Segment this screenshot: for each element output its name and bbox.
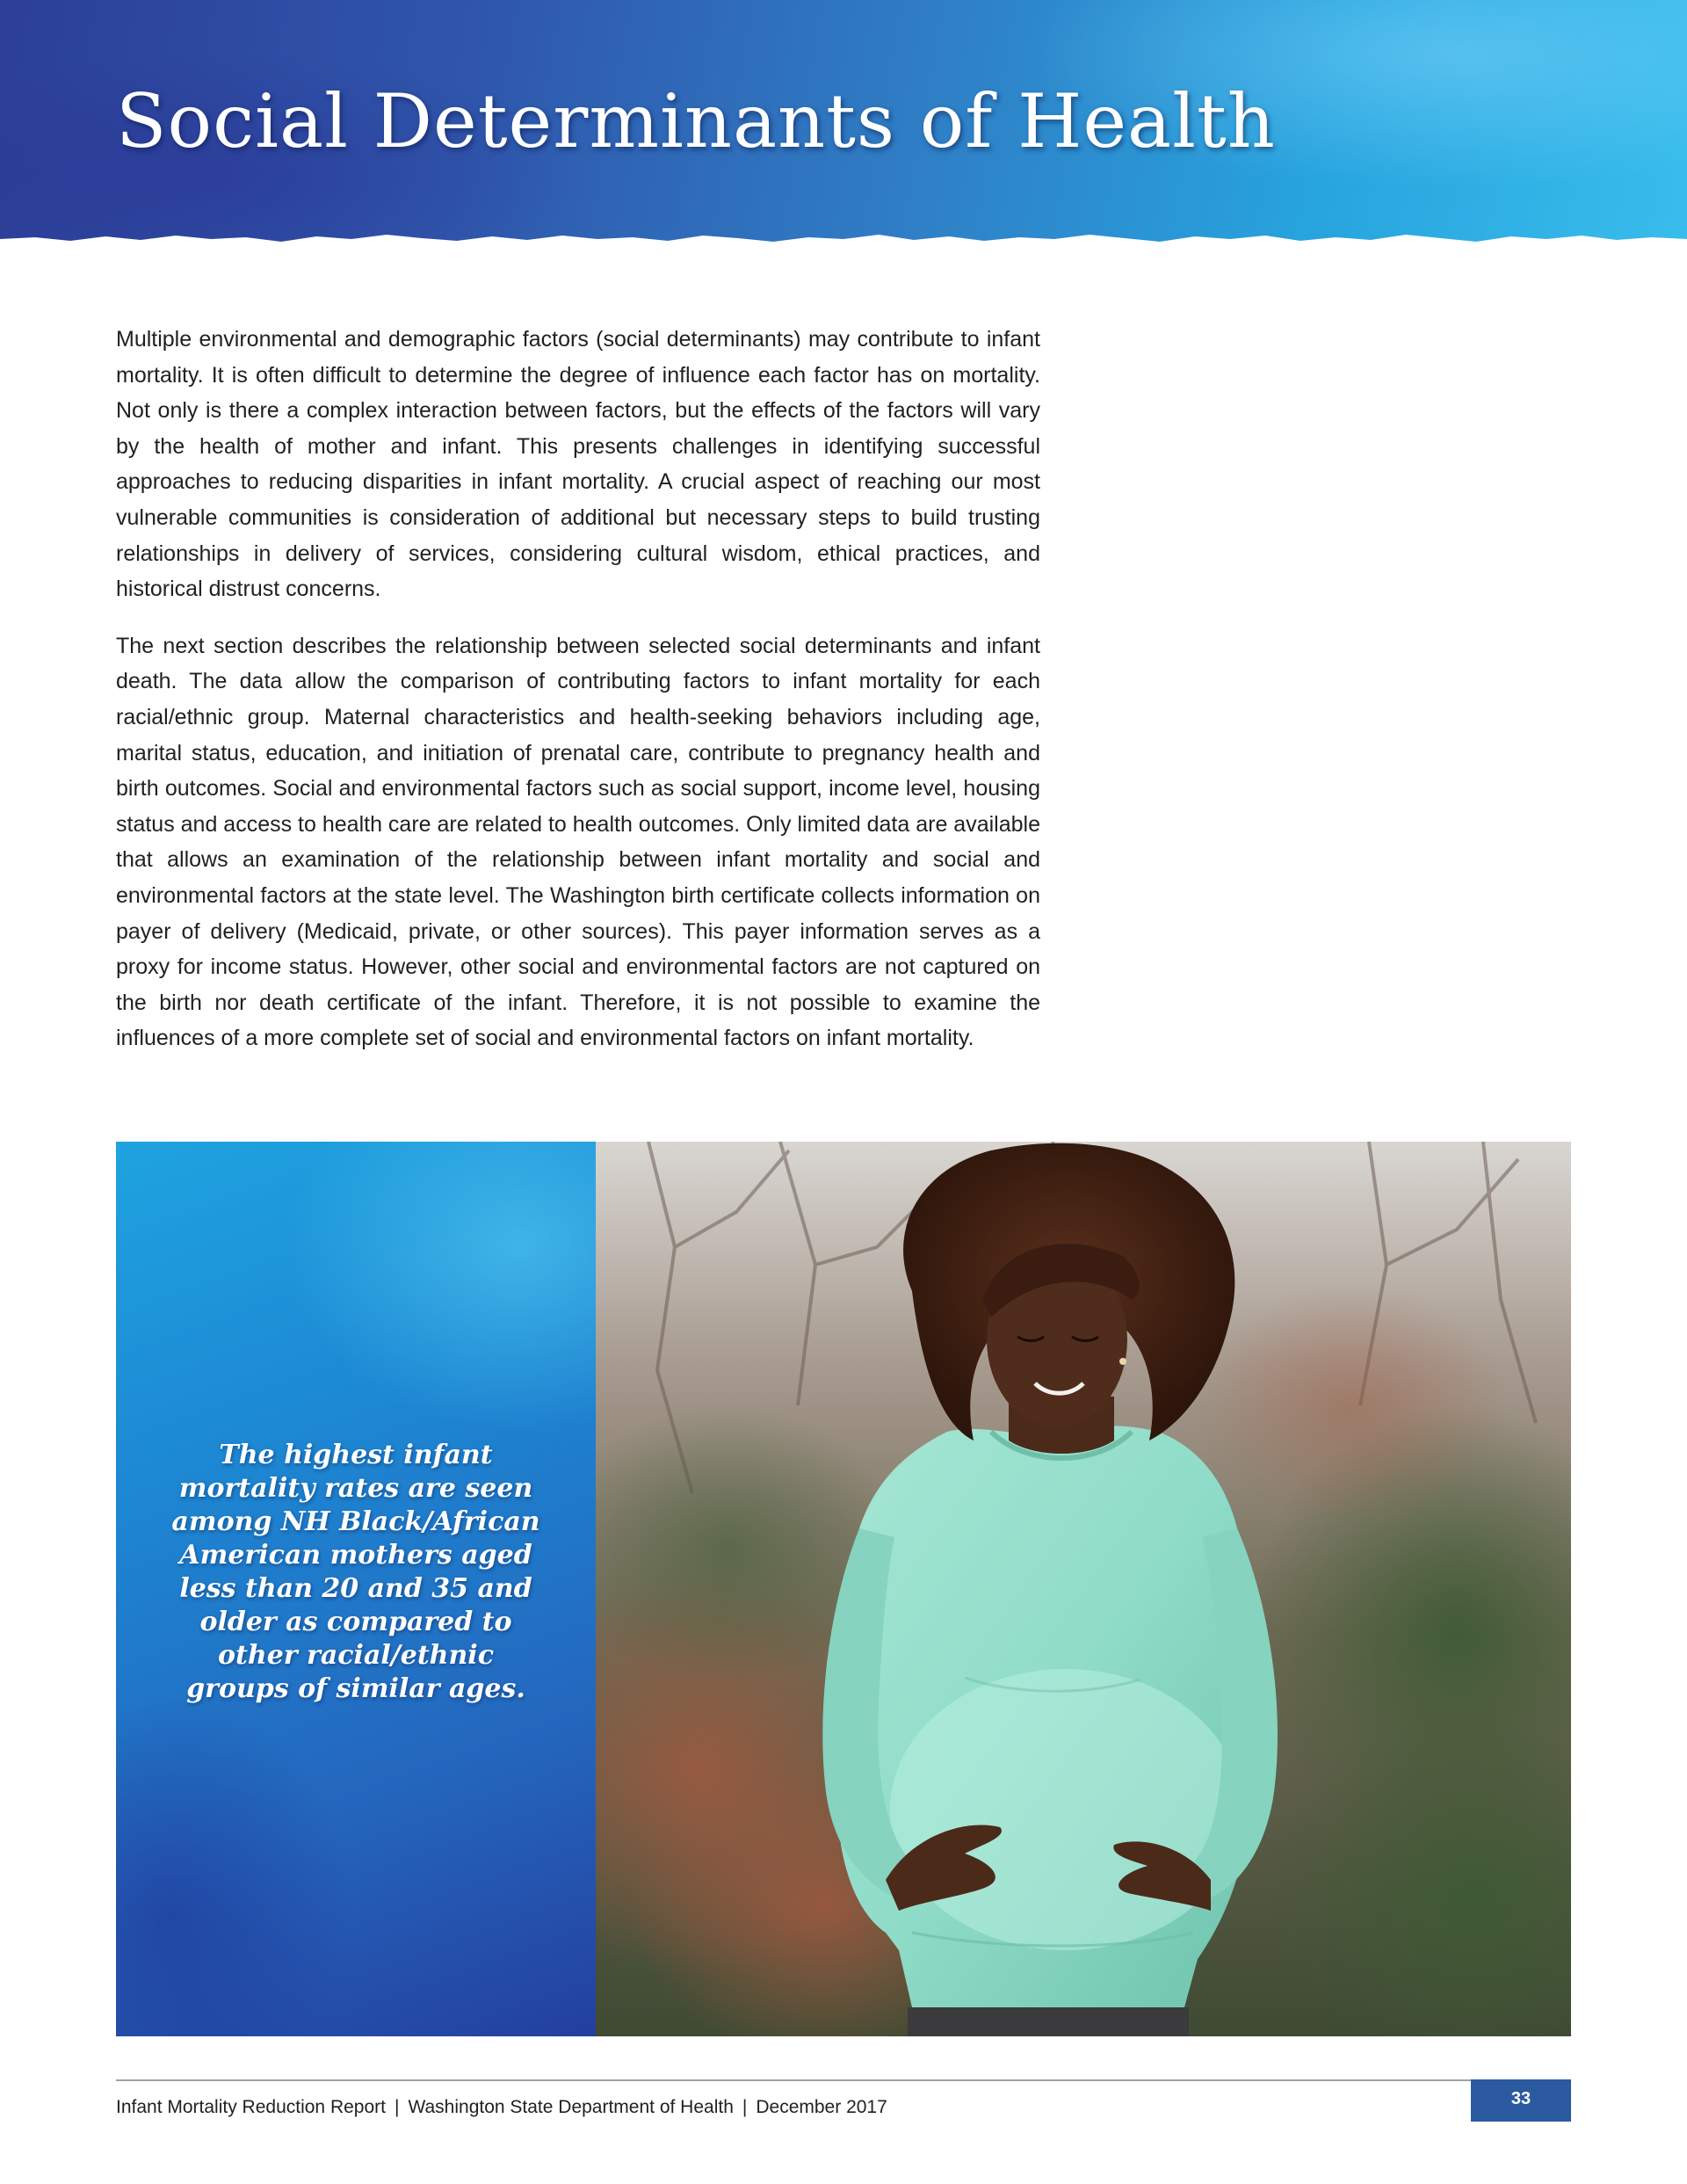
footer-rule <box>116 2079 1571 2081</box>
torn-paper-edge <box>0 220 1687 255</box>
footer-date: December 2017 <box>756 2097 887 2117</box>
feature-block <box>116 1142 1571 2036</box>
photo-illustration <box>596 1142 1571 2036</box>
page-number: 33 <box>1471 2079 1571 2122</box>
footer-text <box>116 2096 887 2119</box>
header-banner <box>0 0 1687 250</box>
footer-separator: | <box>394 2097 400 2117</box>
body-text <box>116 322 1040 1077</box>
body-paragraph-2: The next section describes the relationship between selected social determinants and infant death. The data allow the comparison of contributing factors to infant mortality for each racial/ethnic group. Maternal characteristics and health-seeking behaviors including age, marital status, education, and initiation of prenatal care, contribute to pregnancy health and birth outcomes. Social and environmental factors such as social support, income level, housing status and access to health care are related to health outcomes. Only limited data are available that allows an examination of the relationship between infant mortality and social and environmental factors at the state level. The Washington birth certificate collects information on payer of delivery (Medicaid, private, or other sources). This payer information serves as a proxy for income status. However, other social and environmental factors are not captured on the birth nor death certificate of the infant. Therefore, it is not possible to examine the influences of a more complete set of social and environmental factors on infant mortality. <box>116 633 1040 1051</box>
quote-panel <box>116 1142 596 2036</box>
body-paragraph-1: Multiple environmental and demographic factors (social determinants) may contribute to infant mortality. It is often difficult to determine the degree of influence each factor has on mortality. Not only is there a complex interaction between factors, but the effects of the factors will vary by the health of mother and infant. This presents challenges in identifying successful approaches to reducing disparities in infant mortality. A crucial aspect of reaching our most vulnerable communities is consideration of additional but necessary steps to build trusting relationships in delivery of services, considering cultural wisdom, ethical practices, and historical distrust concerns. <box>116 327 1040 602</box>
page-title: Social Determinants of Health <box>116 78 1276 164</box>
footer-department: Washington State Department of Health <box>408 2097 734 2117</box>
photo-pregnant-woman <box>596 1142 1571 2036</box>
pull-quote: The highest infant mortality rates are seen among NH Black/African American mothers aged less than 20 and 35 and older as compared to other racial/ethnic groups of similar ages. <box>171 1440 540 1704</box>
footer-separator: | <box>742 2097 748 2117</box>
footer-report-title: Infant Mortality Reduction Report <box>116 2097 386 2117</box>
